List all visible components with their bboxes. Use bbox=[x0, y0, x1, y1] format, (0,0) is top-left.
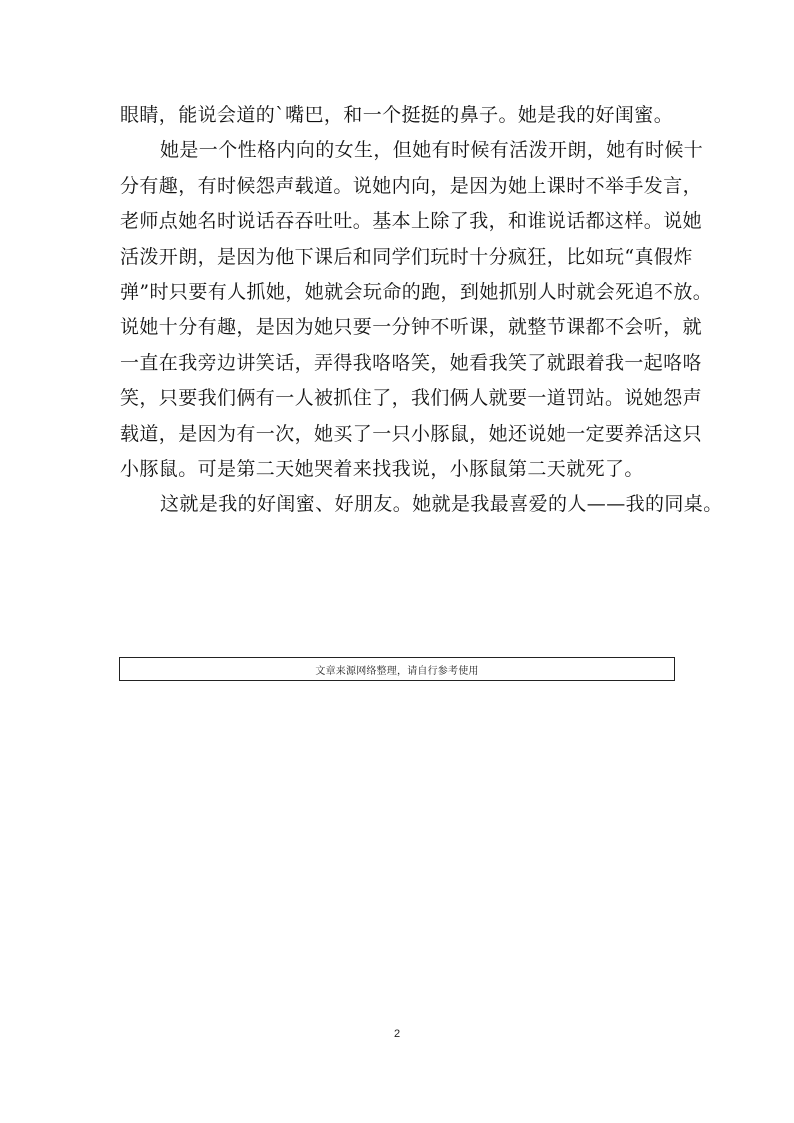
text-line: 老师点她名时说话吞吞吐吐。基本上除了我，和谁说话都这样。说她 bbox=[120, 210, 703, 233]
text-line: 一直在我旁边讲笑话，弄得我咯咯笑，她看我笑了就跟着我一起咯咯 bbox=[120, 351, 703, 374]
text-line: 活泼开朗，是因为他下课后和同学们玩时十分疯狂，比如玩“真假炸 bbox=[120, 245, 693, 268]
text-line: 小豚鼠。可是第二天她哭着来找我说，小豚鼠第二天就死了。 bbox=[120, 457, 644, 480]
source-note-box bbox=[119, 657, 675, 681]
text-line: 这就是我的好闺蜜、好朋友。她就是我最喜爱的人——我的同桌。 bbox=[160, 493, 723, 516]
text-line: 说她十分有趣，是因为她只要一分钟不听课，就整节课都不会听，就 bbox=[120, 316, 703, 339]
article-body bbox=[120, 98, 723, 523]
text-line: 载道，是因为有一次，她买了一只小豚鼠，她还说她一定要养活这只 bbox=[120, 422, 703, 445]
text-line: 她是一个性格内向的女生，但她有时候有活泼开朗，她有时候十 bbox=[160, 139, 704, 162]
source-note: 文章来源网络整理，请自行参考使用 bbox=[315, 665, 479, 677]
text-line: 分有趣，有时候怨声载道。说她内向，是因为她上课时不举手发言， bbox=[120, 174, 703, 197]
page-number: 2 bbox=[393, 1028, 401, 1040]
text-line: 笑，只要我们俩有一人被抓住了，我们俩人就要一道罚站。说她怨声 bbox=[120, 387, 703, 410]
text-line: 弹”时只要有人抓她，她就会玩命的跑，到她抓别人时就会死追不放。 bbox=[120, 280, 713, 303]
text-line: 眼睛，能说会道的`嘴巴，和一个挺挺的鼻子。她是我的好闺蜜。 bbox=[120, 104, 674, 126]
